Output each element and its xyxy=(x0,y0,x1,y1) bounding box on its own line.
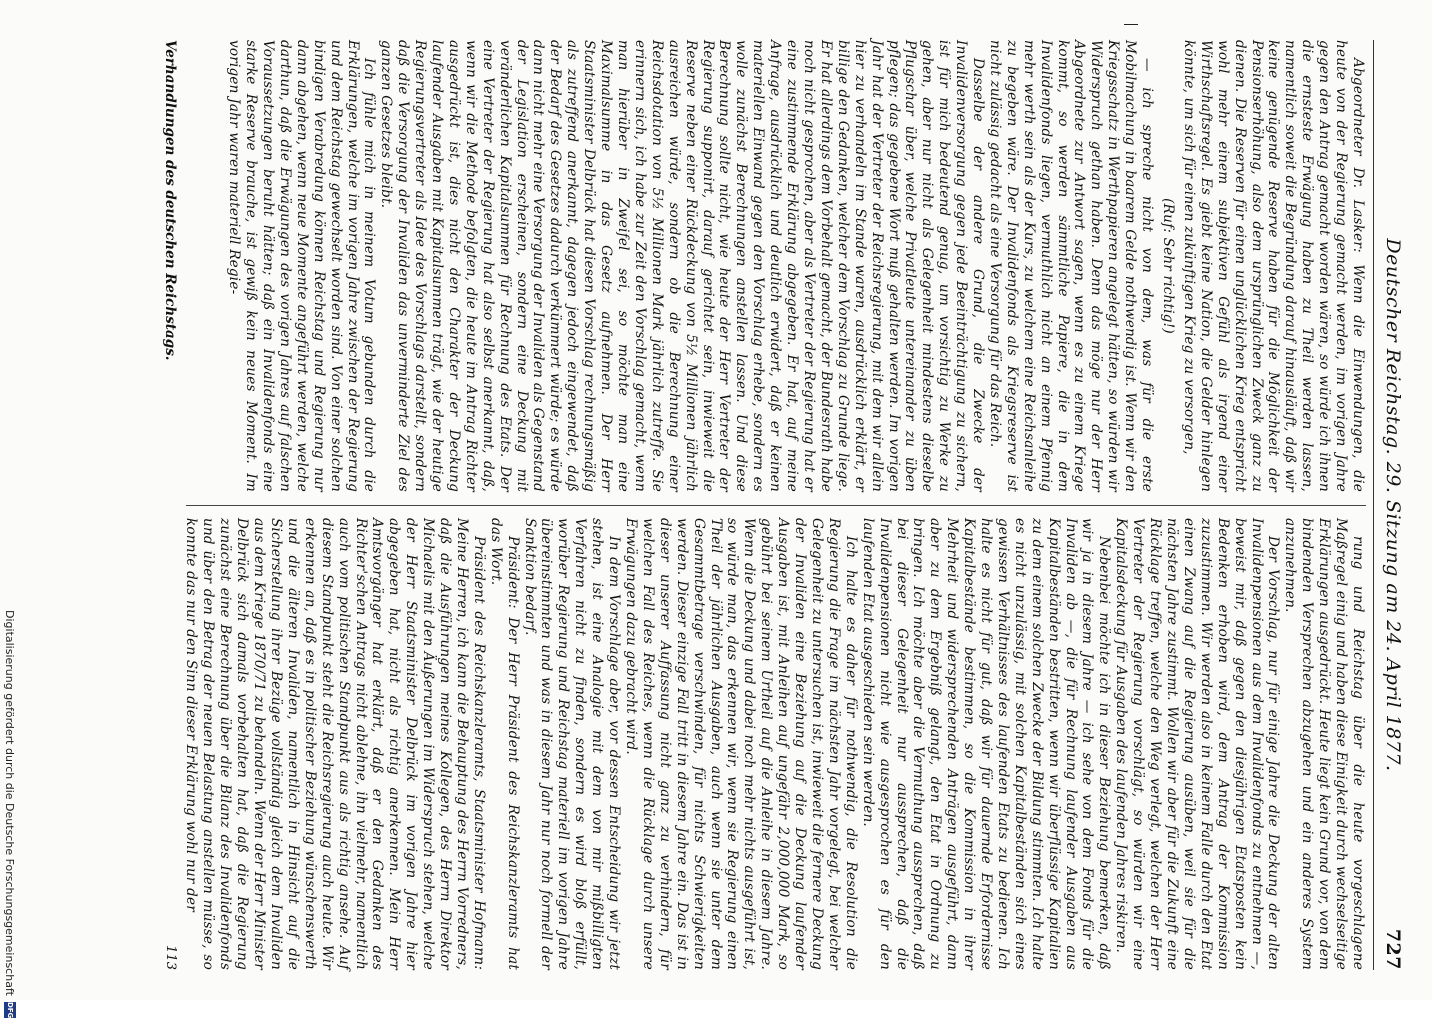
paragraph: Ich fühle mich in meinem Votum gebunden durch die Erklärungen, welche im vorigen Jahre zwischen der Regierung und dem Reichstag gewechselt worden sind. Von einer solchen bindigen Verabredung können Reichstag und Regierung nur dann abgehen, wenn neue Momente angeführt werden, welche darthun, daß die Erwägungen des vorigen Jahres auf falschen Voraussetzungen beruht hätten; daß ein Invalidenfonds eine starke Reserve brauche, ist gewiß kein neues Moment. Im vorigen Jahr waren materiell Regie- xyxy=(226,40,378,492)
side-credit xyxy=(2,610,18,1018)
paragraph: rung und Reichstag über die heute vorgeschlagene Maßregel einig und haben diese Einigkeit durch wechselseitige Erklärungen ausgedrückt. Heute liegt kein Grund vor, von dem bindenden Versprechen abzugehen und ein anderes System anzunehmen. xyxy=(1282,518,1366,970)
paragraph: Nebenbei möchte ich in dieser Beziehung bemerken, daß wir ja in diesem Jahre — ich sehe von dem Fonds für die Invaliden ab —, die für Rechnung laufender Ausgaben aus Kapitalbeständen bestritten, wenn wir überflüssige Kapitalien zu dem einem solchen Zwecke der Bildung stimmten. Ich halte es nicht unzulässig, mit solchen Kapitalbeständen sich eines gewissen Verhältnisses des laufenden Etats zu bedienen. Ich halte es nicht für gut, daß wir für dauernde Erfordernisse Kapitalbestände bestimmen, so die Kommission in ihrer Mehrheit und widersprechenden Anträgen ausgeführt, dann aber zu dem Ergebniß gelangt, den Etat in Ordnung zu bringen. Ich möchte aber die Vermuthung aussprechen, daß bei dieser Gelegenheit nur aussprechen, daß die Invalidenpensionen nicht wie ausgesprochen es für den laufenden Etat ausgeschieden sein werden. xyxy=(859,518,1113,970)
paragraph: — ich spreche nicht von dem, was für die erste Mobilmachung in baarem Gelde nothwendig ist. Wenn wir den Kriegsschatz in Werthpapieren angelegt hätten, so würden wir Widerspruch gethan haben. Denn das möge nur der Herr Abgeordnete zur Antwort sagen, wenn es zu einem Kriege kommt, so werden sämmtliche Papiere, die in dem Invalidenfonds liegen, vermuthlich nicht an einem Pfennig mehr werth sein als der Kurs, zu welchem eine Reichsanleihe zu begeben wäre. Der Invalidenfonds als Kriegsreserve ist nicht zulässig gedacht als eine Versorgung für das Reich. xyxy=(986,40,1156,492)
header-rule xyxy=(1373,40,1374,970)
rotated-page-content xyxy=(80,40,1410,970)
column-divider xyxy=(186,505,1366,506)
left-text-column xyxy=(186,40,1366,492)
credit-text: Digitalisierung gefördert durch die Deutsche Forschungsgemeinschaft xyxy=(3,610,17,996)
sheet-number: 113 xyxy=(163,945,178,970)
paragraph: Präsident des Reichskanzleramts, Staatsminister Hofmann: Meine Herren, ich kann die Behauptung des Herrn Vorredners, daß die Ausführungen meines Kollegen, des Herrn Direktor Michaelis mit den Äußerungen im Widerspruch stehen, welche der Herr Staatsminister Delbrück im vorigen Jahre hier abgegeben hat, nicht als richtig anerkennen. Mein Herr Amtsvorgänger hat erklärt, daß er den Gedanken des Richter'schen Antrags nicht ablehne, ihn vielmehr, namentlich auch vom politischen Standpunkt aus als richtig ansehe. Auf diesem Standpunkt steht die Reichsregierung auch heute. Wir erkennen an, daß es in politischer Beziehung wünschenswerth und die älteren Invaliden, namentlich in Hinsicht auf die Sicherstellung ihrer Bezüge vollständig gleich dem Invaliden aus dem Kriege 1870/71 zu behandeln. Wenn der Herr Minister Delbrück sich damals vorbehalten hat, daß die Regierung zunächst eine Berechnung über die Bilanz des Invalidenfonds und über den Betrag der neuen Belastung anstellen müsse, so konnte das nur den Sinn dieser Erklärung wohl nur der xyxy=(183,518,487,970)
paragraph: Ich halte es daher für nothwendig, die Resolution die Regierung die Frage im nächsten Jahr vorgelegt, bei welcher Gelegenheit zu untersuchen ist, inwieweit die fernere Deckung der Invaliden eine Beziehung auf die Deckung laufender Ausgaben ist, mit Anleihen auf ungefähr 2,000,000 Mark, so gebührt bei seinem Urtheil auf die Anleihe in diesem Jahre. Wenn die Deckung und dabei noch mehr nichts ausgeführt ist, so würde man, das erkennen wir, wenn sie Regierung einen Theil der jährlichen Ausgaben, auch wenn sie unter dem Gesammtbetrage verschwinden, für nichts Schwierigkeiten werden. Dieser einzige Fall tritt in diesem Jahre ein. Das ist in dieser unserer Auffassung nicht ganz zu verhindern, für welchen Fall des Reiches, wenn die Rücklage durch unsere Erwägungen dazu gebracht wird. xyxy=(623,518,859,970)
page-number: 727 xyxy=(1382,928,1404,970)
scan-edge-mark xyxy=(1124,24,1138,25)
paragraph: Der Vorschlag, nur für einige Jahre die Deckung der alten Invalidenpensionen aus dem Invalidenfonds zu entnehmen —, beweist mir, daß gegen den diesjährigen Etatsposten kein Bedenken erhoben wird, dem Antrag der Kommission zuzustimmen. Wir werden also in keinem Falle durch den Etat einen Zwang auf die Regierung ausüben, weil sie für die nächsten Jahre zustimmt. Wollen wir aber für die Zukunft eine Rücklage treffen, welche den Weg verlegt, welchen der Herr Vertreter der Regierung vorschlägt, so würden wir eine Kapitalsdeckung für Ausgaben des laufenden Jahres riskiren. xyxy=(1113,518,1282,970)
footer-title: Verhandlungen des deutschen Reichstags. xyxy=(162,40,178,361)
interjection: (Ruf: Sehr richtig!) xyxy=(1160,198,1177,334)
dfg-logo-icon: DFG xyxy=(6,1001,14,1018)
right-text-column xyxy=(183,518,1366,970)
header-title: Deutscher Reichstag. 29. Sitzung am 24. April 1877. xyxy=(1382,238,1404,772)
paragraph: Dasselbe der andere Grund, die Zwecke der Invalidenversorgung gegen jede Beeinträchtigung zu sichern, ist für mich bedeutend genug, um vorsichtig zu Werke zu gehen, aber nur nicht als Gelegenheit mindestens dieselbe Pflugschar über, welche Privatleute untereinander zu üben pflegen; das gegebene Wort muß gehalten werden. Im vorigen Jahr hat der Vertreter der Reichsregierung, mit dem wir allein hier zu verhandeln im Stande waren, ausdrücklich erklärt, er billige den Gedanken, welcher dem Vorschlag zu Grunde liege. Er hat allerdings dem Vorbehalt gemacht, der Bundesrath habe noch nicht gesprochen, aber als Vertreter der Regierung hat er eine zustimmende Erklärung abgegeben. Er hat, auf meine Anfrage, ausdrücklich und deutlich erwidert, daß er keinen materiellen Einwand gegen den Vorschlag erhebe, sondern es wolle zunächst Berechnungen anstellen lassen. Und diese Berechnung sollte nicht, wie heute der Herr Vertreter der Regierung supponirt, darauf gerichtet sein, inwieweit die Reserve neben einer Rückdeckung von 5½ Millionen jährlich ausreichen würde, sondern ob die Berechnung einer Reichsdotation von 5½ Millionen Mark jährlich zutreffe. Sie erinnern sich, ich habe zur Zeit den Vorschlag gemacht, wenn man hierüber in Zweifel sei, so möchte man eine Maximalsumme in das Gesetz aufnehmen. Der Herr Staatsminister Delbrück hat diesen Vorschlag rechnungsmäßig als zutreffend anerkannt, dagegen jedoch eingewendet, daß der Bedarf des Gesetzes dadurch verkümmert würde; es würde dann nicht mehr eine Versorgung der Invaliden als Gegenstand der Legislation erscheinen, sondern eine Deckung mit veränderlichen Kapitalsummen für Rechnung des Etats. Der eine Vertreter der Regierung hat also selbst anerkannt, daß, wenn wir die Methode befolgten, die heute im Antrag Richter ausgedrückt ist, dies nicht den Charakter der Deckung laufender Ausgaben mit Kapitalsummen trägt, wie der heutige Regierungsvertreter als Idee des Vorschlags darstellt, sondern daß die Versorgung der Invaliden das unverminderte Ziel des ganzen Gesetzes bleibt. xyxy=(378,40,987,492)
page-header xyxy=(1376,40,1410,970)
paragraph: Abgeordneter Dr. Lasker: Wenn die Einwendungen, die heute von der Regierung gemacht werden, im vorigen Jahre gegen den Antrag gemacht worden wären, so würde ich ihnen die ernsteste Erwägung haben zu Theil werden lassen, namentlich soweit die Begründung darauf hinausläuft, daß wir keine genügende Reserve haben für die Möglichkeit der Pensionserhöhung, also dem ursprünglichen Zweck ganz zu dienen. Die Reserven für einen unglücklichen Krieg entspricht wohl mehr einem subjektiven Gefühl als irgend einer Wirthschaftsregel. Es giebt keine Nation, die Gelder hinlegen könnte, um sich für einen zukünftigen Krieg zu versorgen, xyxy=(1180,40,1366,492)
paragraph: Präsident: Der Herr Präsident des Reichskanzleramts hat das Wort. xyxy=(487,518,521,970)
paragraph: In dem Vorschlage aber, vor dessen Entscheidung wir jetzt stehen, ist eine Analogie mit dem von mir mißbilligten Verfahren nicht zu finden, sondern es wird bloß erfüllt, worüber Regierung und Reichstag materiell im vorigen Jahre übereinstimmten und was in diesem Jahr nur noch formell der Sanktion bedarf. xyxy=(521,518,623,970)
